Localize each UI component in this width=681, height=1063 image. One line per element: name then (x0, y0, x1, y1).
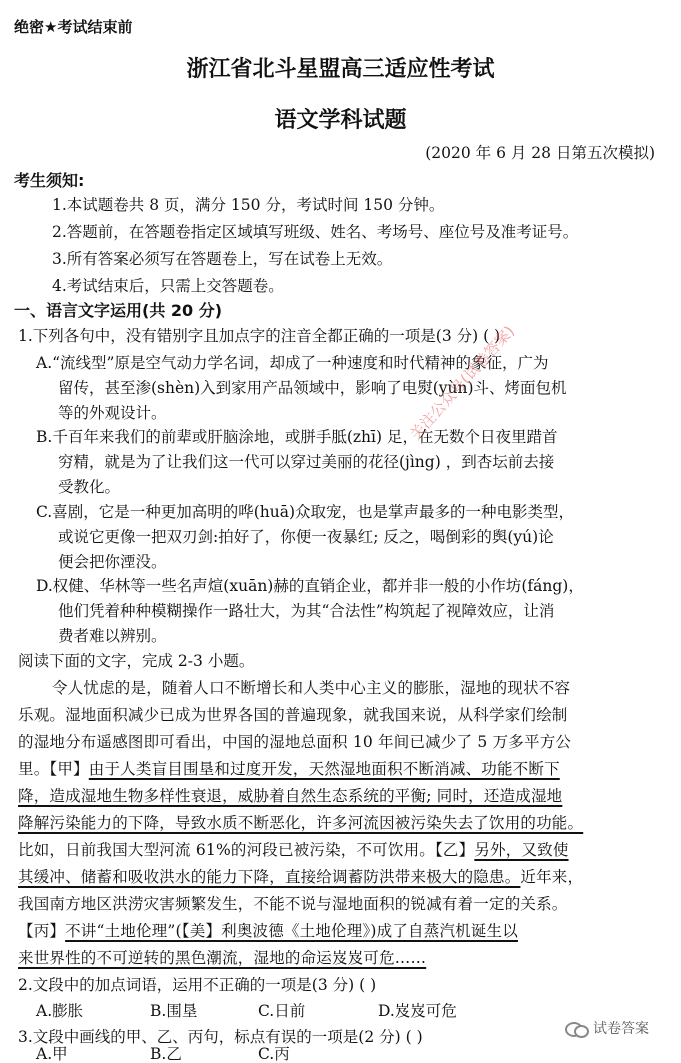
question-1-stem: 1.下列各句中，没有错别字且加点字的注音全都正确的一项是(3 分) ( ) (18, 327, 501, 345)
reading-instruction: 阅读下面的文字，完成 2-3 小题。 (18, 652, 255, 670)
q1-option-d: 费者难以辨别。 (58, 627, 167, 645)
passage-marker-jia: 里。【甲】 (18, 760, 89, 778)
underlined-sentence-bing: 不讲“土地伦理”(【美】利奥波德《土地伦理》)成了自蒸汽机诞生以 (65, 922, 518, 940)
underlined-sentence-jia: 降，造成湿地生物多样性衰退，威胁着自然生态系统的平衡; 同时，还造成湿地 (18, 787, 563, 805)
underlined-sentence-yi: 其缓冲、储蓄和吸收洪水的能力下降，直接给调蓄防洪带来极大的隐患。 (18, 868, 521, 886)
notice-item: 1.本试题卷共 8 页，满分 150 分，考试时间 150 分钟。 (52, 196, 445, 214)
passage-line: 令人忧虑的是，随着人口不断增长和人类中心主义的膨胀，湿地的现状不容 (52, 679, 571, 697)
notice-item: 4.考试结束后，只需上交答题卷。 (52, 277, 284, 295)
q3-option-b: B.乙 (150, 1045, 182, 1063)
q2-option-b: B.围垦 (150, 1002, 198, 1020)
q1-option-b: 受教化。 (58, 478, 121, 496)
q1-option-a: 留传，甚至渗(shèn)入到家用产品领域中，影响了电熨(yùn)斗、烤面包机 (58, 379, 567, 397)
underlined-sentence-yi: 另外，又致使 (474, 841, 569, 859)
publisher-logo (565, 1018, 649, 1038)
confidential-label: 绝密★考试结束前 (14, 18, 133, 36)
exam-title: 浙江省北斗星盟高三适应性考试 (186, 57, 495, 82)
q1-option-d: D.权健、华林等一些名声煊(xuān)赫的直销企业，都并非一般的小作坊(fáng)， (36, 577, 584, 595)
exam-subject: 语文学科试题 (274, 108, 407, 133)
q2-option-a: A.膨胀 (36, 1002, 84, 1020)
q3-option-c: C.丙 (258, 1045, 290, 1063)
passage-line: 乐观。湿地面积减少已成为世界各国的普遍现象，就我国来说，从科学家们绘制 (18, 706, 568, 724)
q1-option-c: 或说它更像一把双刃剑:拍好了，你便一夜暴红; 反之，喝倒彩的舆(yú)论 (58, 528, 554, 546)
wechat-icon (565, 1020, 587, 1036)
passage-line (18, 757, 560, 779)
underlined-sentence-jia: 由于人类盲目围垦和过度开发，天然湿地面积不断消减、功能不断下 (88, 760, 560, 778)
q1-option-c: 便会把你湮没。 (58, 553, 167, 571)
question-2-stem: 2.文段中的加点词语，运用不正确的一项是(3 分) ( ) (18, 976, 377, 994)
passage-line (18, 919, 518, 941)
passage-line (18, 838, 569, 860)
underlined-sentence-jia: 降解污染能力的下降，导致水质不断恶化，许多河流因被污染失去了饮用的功能。 (18, 814, 584, 832)
q2-option-c: C.日前 (258, 1002, 306, 1020)
q1-option-a: 等的外观设计。 (58, 404, 167, 422)
passage-text: 近年来， (520, 868, 584, 886)
q1-option-b: B.千百年来我们的前辈或肝脑涂地，或胼手胝(zhī) 足，在无数个日夜里踖首 (36, 428, 558, 446)
q3-option-a: A.甲 (36, 1045, 68, 1063)
question-3-stem: 3.文段中画线的甲、乙、丙句，标点有误的一项是(2 分) ( ) (18, 1028, 423, 1046)
watermark: 关注公众号(试卷答案) (406, 322, 519, 444)
q1-option-c: C.喜剧，它是一种更加高明的哗(huā)众取宠，也是掌声最多的一种电影类型， (36, 503, 575, 521)
notice-item: 3.所有答案必须写在答题卷上，写在试卷上无效。 (52, 250, 393, 268)
passage-text: 比如，日前我国大型河流 61%的河段已被污染，不可饮用。【乙】 (18, 841, 475, 859)
passage-line: 我国南方地区洪涝灾害频繁发生，不能不说与湿地面积的锐减有着一定的关系。 (18, 895, 568, 913)
q1-option-d: 他们凭着种种模糊操作一路壮大，为其“合法性”构筑起了视障效应，让消 (58, 602, 555, 620)
passage-line (18, 865, 583, 887)
section-heading: 一、语言文字运用(共 20 分) (14, 301, 223, 320)
passage-marker-bing: 【丙】 (18, 922, 66, 940)
q1-option-b: 穷精，就是为了让我们这一代可以穿过美丽的花径(jìng) ，到杏坛前去接 (58, 453, 555, 471)
passage-line: 的湿地分布遥感图即可看出，中国的湿地总面积 10 年间已减少了 5 万多平方公 (18, 733, 572, 751)
notice-heading: 考生须知: (14, 171, 85, 190)
q2-option-d: D.岌岌可危 (378, 1002, 457, 1020)
notice-item: 2.答题前，在答题卷指定区域填写班级、姓名、考场号、座位号及准考证号。 (52, 223, 579, 241)
logo-text: 试卷答案 (593, 1021, 649, 1037)
exam-date: (2020 年 6 月 28 日第五次模拟) (425, 144, 655, 162)
underlined-sentence-bing: 来世界性的不可逆转的黑色潮流，湿地的命运岌岌可危…… (18, 949, 427, 967)
q1-option-a: A.“流线型”原是空气动力学名词，却成了一种速度和时代精神的象征，广为 (36, 354, 549, 372)
